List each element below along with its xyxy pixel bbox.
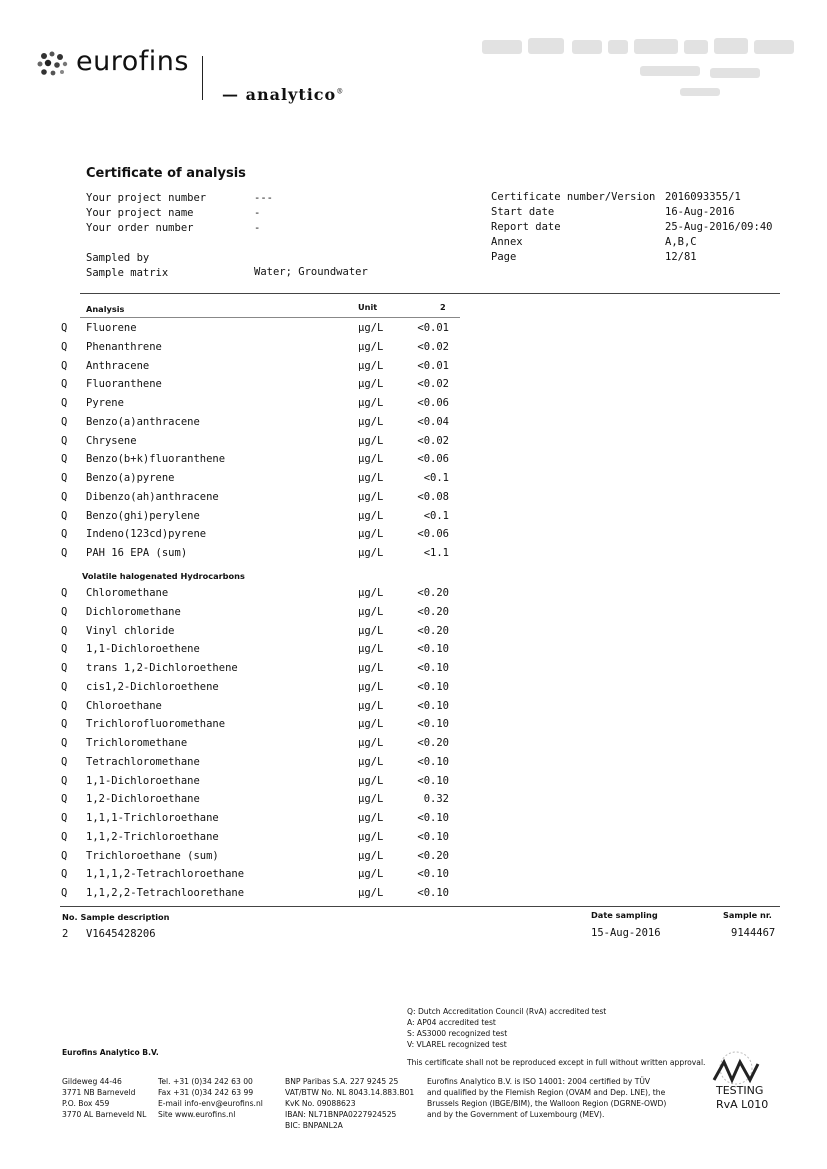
row-unit: µg/L xyxy=(358,322,384,334)
row-qualifier: Q xyxy=(61,680,68,693)
row-qualifier: Q xyxy=(61,322,68,334)
row-value: <0.01 xyxy=(417,359,449,372)
row-value: <0.02 xyxy=(417,434,449,447)
row-analysis-name: PAH 16 EPA (sum) xyxy=(86,547,188,559)
row-value: <0.10 xyxy=(417,887,449,899)
row-qualifier: Q xyxy=(61,812,68,824)
brand-mark: ® xyxy=(336,87,345,96)
accreditation-line: and by the Government of Luxembourg (MEV). xyxy=(427,1110,605,1119)
rva-accreditation-mark xyxy=(698,1050,778,1120)
row-analysis-name: cis1,2-Dichloroethene xyxy=(86,680,219,693)
row-qualifier: Q xyxy=(61,793,68,806)
order-number-value: - xyxy=(254,222,261,234)
order-number-label: Your order number xyxy=(86,222,194,234)
row-value: <0.1 xyxy=(423,472,449,484)
table-bottom-rule xyxy=(60,906,780,907)
page-value: 12/81 xyxy=(665,251,697,263)
row-qualifier: Q xyxy=(61,643,68,656)
address-line: 3770 AL Barneveld NL xyxy=(62,1110,147,1119)
row-qualifier: Q xyxy=(61,887,68,899)
bank-line: BIC: BNPANL2A xyxy=(285,1121,343,1130)
row-unit: µg/L xyxy=(358,793,384,806)
certificate-info-labels xyxy=(491,190,655,265)
sampled-by-label: Sampled by xyxy=(86,252,150,264)
row-unit: µg/L xyxy=(358,340,384,353)
row-qualifier: Q xyxy=(61,434,68,447)
row-value: <0.10 xyxy=(417,662,449,674)
row-value: <0.20 xyxy=(417,737,449,749)
start-date-label: Start date xyxy=(491,206,555,218)
row-analysis-name: Fluoranthene xyxy=(86,378,162,391)
row-unit: µg/L xyxy=(358,662,384,674)
row-analysis-name: 1,1,1-Trichloroethane xyxy=(86,812,219,824)
row-unit: µg/L xyxy=(358,755,384,768)
row-analysis-name: 1,1,2-Trichloroethane xyxy=(86,830,219,843)
row-analysis-name: Vinyl chloride xyxy=(86,624,175,637)
col-no-label: No. xyxy=(62,912,78,922)
col-sample-header: 2 xyxy=(440,302,446,312)
contact-line: Site www.eurofins.nl xyxy=(158,1110,236,1119)
accreditation-line: Brussels Region (IBGE/BIM), the Walloon Region (DGRNE-OWD) xyxy=(427,1099,667,1108)
footer-company: Eurofins Analytico B.V. xyxy=(62,1048,159,1057)
row-qualifier: Q xyxy=(61,662,68,674)
row-value: <0.10 xyxy=(417,830,449,843)
row-unit: µg/L xyxy=(358,547,384,559)
certificate-number-label: Certificate number/Version xyxy=(491,191,656,203)
sample-row-date: 15-Aug-2016 xyxy=(591,927,661,939)
row-value: <0.10 xyxy=(417,680,449,693)
footer-accreditation xyxy=(427,1076,666,1120)
row-qualifier: Q xyxy=(61,737,68,749)
row-qualifier: Q xyxy=(61,415,68,428)
group-title-volatile: Volatile halogenated Hydrocarbons xyxy=(82,571,245,581)
copy-notice: This certificate shall not be reproduced except in full without written approval. xyxy=(407,1058,706,1067)
contact-line: Fax +31 (0)34 242 63 99 xyxy=(158,1088,254,1097)
row-unit: µg/L xyxy=(358,472,384,484)
row-value: <0.06 xyxy=(417,528,449,541)
col-nr-header: Sample nr. xyxy=(723,910,772,920)
row-unit: µg/L xyxy=(358,490,384,503)
row-analysis-name: 1,2-Dichloroethane xyxy=(86,793,200,806)
row-value: <0.1 xyxy=(423,509,449,522)
row-analysis-name: Dibenzo(ah)anthracene xyxy=(86,490,219,503)
address-line: P.O. Box 459 xyxy=(62,1099,110,1108)
row-value: <0.20 xyxy=(417,605,449,618)
row-analysis-name: 1,1,2,2-Tetrachloorethane xyxy=(86,887,245,899)
certificate-info-values xyxy=(665,190,772,265)
sample-matrix-label: Sample matrix xyxy=(86,267,169,279)
row-analysis-name: Chrysene xyxy=(86,434,137,447)
row-qualifier: Q xyxy=(61,587,68,599)
rva-testing-label: TESTING xyxy=(716,1084,764,1097)
row-analysis-name: Indeno(123cd)pyrene xyxy=(86,528,207,541)
row-qualifier: Q xyxy=(61,547,68,559)
bank-line: IBAN: NL71BNPA0227924525 xyxy=(285,1110,397,1119)
row-qualifier: Q xyxy=(61,472,68,484)
row-analysis-name: Benzo(b+k)fluoranthene xyxy=(86,453,226,466)
rva-code-label: RvA L010 xyxy=(716,1098,769,1111)
faint-stamp-watermark xyxy=(480,32,800,102)
row-value: <0.06 xyxy=(417,453,449,466)
row-unit: µg/L xyxy=(358,849,384,862)
row-value: <0.10 xyxy=(417,643,449,656)
row-value: <0.10 xyxy=(417,718,449,731)
row-qualifier: Q xyxy=(61,830,68,843)
bank-line: VAT/BTW No. NL 8043.14.883.B01 xyxy=(285,1088,415,1097)
row-unit: µg/L xyxy=(358,378,384,391)
table-header-rule xyxy=(80,317,460,318)
row-unit: µg/L xyxy=(358,415,384,428)
row-unit: µg/L xyxy=(358,718,384,731)
legend-v: V: VLAREL recognized test xyxy=(407,1040,507,1049)
sample-info-labels xyxy=(86,251,168,281)
row-value: <0.10 xyxy=(417,774,449,787)
logo-text: eurofins xyxy=(76,46,189,77)
row-qualifier: Q xyxy=(61,849,68,862)
row-analysis-name: 1,1-Dichloroethane xyxy=(86,774,200,787)
sample-row-desc: V1645428206 xyxy=(86,928,156,940)
row-qualifier: Q xyxy=(61,509,68,522)
row-unit: µg/L xyxy=(358,605,384,618)
col-analysis-header: Analysis xyxy=(86,304,125,314)
row-qualifier: Q xyxy=(61,868,68,881)
accreditation-line: and qualified by the Flemish Region (OVAM and Dep. LNE), the xyxy=(427,1088,666,1097)
row-analysis-name: Dichloromethane xyxy=(86,605,181,618)
row-analysis-name: Fluorene xyxy=(86,322,137,334)
annex-value: A,B,C xyxy=(665,236,697,248)
row-value: <0.10 xyxy=(417,699,449,712)
row-qualifier: Q xyxy=(61,490,68,503)
row-analysis-name: Benzo(ghi)perylene xyxy=(86,509,200,522)
report-date-label: Report date xyxy=(491,221,561,233)
row-unit: µg/L xyxy=(358,774,384,787)
col-no-header xyxy=(62,912,170,922)
project-name-label: Your project name xyxy=(86,207,194,219)
row-value: <0.10 xyxy=(417,812,449,824)
table-top-rule xyxy=(80,293,780,294)
certificate-number-value: 2016093355/1 xyxy=(665,191,741,203)
bank-line: KvK No. 09088623 xyxy=(285,1099,356,1108)
row-qualifier: Q xyxy=(61,774,68,787)
row-value: <0.20 xyxy=(417,849,449,862)
page-title: Certificate of analysis xyxy=(86,166,246,181)
legend-a: A: AP04 accredited test xyxy=(407,1018,496,1027)
row-unit: µg/L xyxy=(358,868,384,881)
row-qualifier: Q xyxy=(61,605,68,618)
col-unit-header: Unit xyxy=(358,302,378,312)
row-analysis-name: Trichloromethane xyxy=(86,737,188,749)
legend-q: Q: Dutch Accreditation Council (RvA) accredited test xyxy=(407,1007,607,1016)
row-qualifier: Q xyxy=(61,359,68,372)
row-unit: µg/L xyxy=(358,509,384,522)
row-qualifier: Q xyxy=(61,453,68,466)
row-value: <0.08 xyxy=(417,490,449,503)
legend-s: S: AS3000 recognized test xyxy=(407,1029,508,1038)
row-unit: µg/L xyxy=(358,397,384,409)
footer-address xyxy=(62,1076,146,1120)
report-date-value: 25-Aug-2016/09:40 xyxy=(665,221,773,233)
row-unit: µg/L xyxy=(358,453,384,466)
brand-text: — analytico xyxy=(222,85,337,104)
accreditation-line: Eurofins Analytico B.V. is ISO 14001: 2004 certified by TÜV xyxy=(427,1077,651,1086)
col-desc-label: Sample description xyxy=(80,912,170,922)
row-unit: µg/L xyxy=(358,699,384,712)
project-number-label: Your project number xyxy=(86,192,207,204)
footer-contact xyxy=(158,1076,263,1120)
page-label: Page xyxy=(491,251,517,263)
annex-label: Annex xyxy=(491,236,523,248)
row-analysis-name: Benzo(a)pyrene xyxy=(86,472,175,484)
row-value: <0.10 xyxy=(417,755,449,768)
project-info-labels xyxy=(86,191,206,236)
row-analysis-name: Pyrene xyxy=(86,397,124,409)
row-value: <0.02 xyxy=(417,378,449,391)
row-value: <0.01 xyxy=(417,322,449,334)
sample-row-nr: 9144467 xyxy=(731,927,776,939)
row-unit: µg/L xyxy=(358,887,384,899)
brand-name xyxy=(222,85,344,104)
contact-line: Tel. +31 (0)34 242 63 00 xyxy=(158,1077,253,1086)
address-line: 3771 NB Barneveld xyxy=(62,1088,136,1097)
row-value: <0.20 xyxy=(417,587,449,599)
eurofins-dots-icon xyxy=(36,50,72,78)
row-qualifier: Q xyxy=(61,397,68,409)
row-qualifier: Q xyxy=(61,755,68,768)
row-unit: µg/L xyxy=(358,359,384,372)
stamp-watermark-icon xyxy=(480,32,800,102)
row-analysis-name: Anthracene xyxy=(86,359,150,372)
row-unit: µg/L xyxy=(358,737,384,749)
row-analysis-name: Benzo(a)anthracene xyxy=(86,415,200,428)
row-analysis-name: 1,1,1,2-Tetrachloroethane xyxy=(86,868,245,881)
row-unit: µg/L xyxy=(358,643,384,656)
row-qualifier: Q xyxy=(61,340,68,353)
row-qualifier: Q xyxy=(61,718,68,731)
sample-matrix-value: Water; Groundwater xyxy=(254,266,368,278)
row-value: 0.32 xyxy=(423,793,449,806)
row-unit: µg/L xyxy=(358,434,384,447)
row-qualifier: Q xyxy=(61,528,68,541)
row-value: <0.10 xyxy=(417,868,449,881)
col-date-header: Date sampling xyxy=(591,910,658,920)
row-analysis-name: trans 1,2-Dichloroethene xyxy=(86,662,238,674)
row-unit: µg/L xyxy=(358,680,384,693)
row-unit: µg/L xyxy=(358,587,384,599)
row-value: <1.1 xyxy=(423,547,449,559)
row-analysis-name: Chloroethane xyxy=(86,699,162,712)
row-analysis-name: Phenanthrene xyxy=(86,340,162,353)
legend xyxy=(407,1006,606,1050)
project-name-value: - xyxy=(254,207,261,219)
row-analysis-name: Tetrachloromethane xyxy=(86,755,200,768)
start-date-value: 16-Aug-2016 xyxy=(665,206,735,218)
row-qualifier: Q xyxy=(61,624,68,637)
bank-line: BNP Paribas S.A. 227 9245 25 xyxy=(285,1077,399,1086)
row-unit: µg/L xyxy=(358,830,384,843)
logo-divider xyxy=(202,56,203,100)
row-analysis-name: Trichloroethane (sum) xyxy=(86,849,219,862)
project-info-values xyxy=(254,191,273,236)
row-value: <0.20 xyxy=(417,624,449,637)
row-unit: µg/L xyxy=(358,812,384,824)
row-analysis-name: Chloromethane xyxy=(86,587,169,599)
row-value: <0.02 xyxy=(417,340,449,353)
row-unit: µg/L xyxy=(358,624,384,637)
row-value: <0.04 xyxy=(417,415,449,428)
contact-line: E-mail info-env@eurofins.nl xyxy=(158,1099,263,1108)
row-analysis-name: Trichlorofluoromethane xyxy=(86,718,226,731)
project-number-value: --- xyxy=(254,192,273,204)
row-value: <0.06 xyxy=(417,397,449,409)
sample-row-no: 2 xyxy=(62,928,69,940)
row-qualifier: Q xyxy=(61,699,68,712)
row-qualifier: Q xyxy=(61,378,68,391)
row-unit: µg/L xyxy=(358,528,384,541)
row-analysis-name: 1,1-Dichloroethene xyxy=(86,643,200,656)
footer-bank xyxy=(285,1076,414,1131)
address-line: Gildeweg 44-46 xyxy=(62,1077,122,1086)
